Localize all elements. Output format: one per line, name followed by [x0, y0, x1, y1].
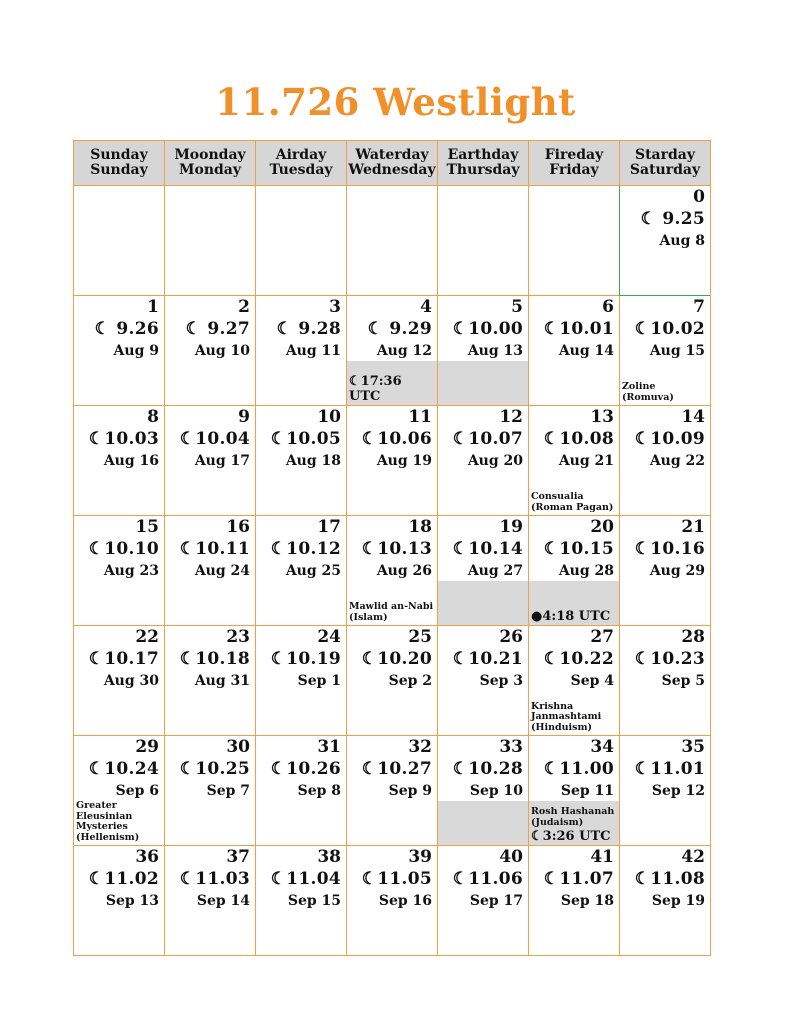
day-number: 24: [317, 627, 341, 647]
day-cell: [74, 516, 165, 626]
moon-date: ☾ 9.25: [640, 209, 705, 229]
empty-day-cell: [529, 186, 620, 296]
gregorian-date: Sep 18: [560, 893, 614, 909]
weekday-alt-name: Thursday: [446, 162, 520, 178]
moon-date: ☾10.26: [270, 759, 341, 779]
day-number: 2: [238, 297, 250, 317]
moon-date: ☾10.03: [88, 429, 159, 449]
day-number: 30: [226, 737, 250, 757]
moon-phase-highlight: [438, 361, 528, 405]
gregorian-date: Aug 27: [467, 563, 523, 579]
day-number: 12: [499, 407, 523, 427]
moon-date: ☾ 9.29: [367, 319, 432, 339]
moon-date: ☾10.24: [88, 759, 159, 779]
day-cell: [347, 296, 438, 406]
weekday-alt-name: Wednesday: [348, 162, 436, 178]
gregorian-date: Aug 8: [659, 233, 705, 249]
week-row: [74, 406, 711, 516]
day-number: 36: [135, 847, 159, 867]
moon-date: ☾ 9.28: [276, 319, 341, 339]
day-number: 5: [511, 297, 523, 317]
day-cell: [74, 296, 165, 406]
day-number: 8: [147, 407, 159, 427]
gregorian-date: Aug 15: [649, 343, 705, 359]
day-cell: [529, 406, 620, 516]
day-cell: [529, 846, 620, 956]
moon-date: ☾11.06: [452, 869, 523, 889]
gregorian-date: Aug 16: [103, 453, 159, 469]
moon-date: ☾10.15: [543, 539, 614, 559]
day-number: 27: [590, 627, 614, 647]
moon-date: ☾10.02: [634, 319, 705, 339]
holiday-label: Zoline (Romuva): [622, 381, 674, 403]
gregorian-date: Aug 19: [376, 453, 432, 469]
holiday-label: Krishna Janmashtami (Hinduism): [531, 700, 602, 733]
empty-day-cell: [165, 186, 256, 296]
day-number: 39: [408, 847, 432, 867]
weekday-alt-name: Sunday: [90, 162, 148, 178]
gregorian-date: Aug 26: [376, 563, 432, 579]
weekday-header: [620, 141, 711, 186]
weekday-name: Earthday: [447, 147, 519, 163]
day-cell: [347, 516, 438, 626]
day-cell: [529, 736, 620, 846]
weekday-name: Airday: [275, 147, 327, 163]
day-number: 16: [226, 517, 250, 537]
weekday-header: [165, 141, 256, 186]
moon-date: ☾10.22: [543, 649, 614, 669]
moon-date: ☾10.18: [179, 649, 250, 669]
day-cell: [165, 736, 256, 846]
day-cell: [438, 626, 529, 736]
day-number: 10: [317, 407, 341, 427]
day-cell: [347, 736, 438, 846]
weekday-name: Fireday: [544, 147, 604, 163]
day-cell: [529, 296, 620, 406]
calendar-grid: [73, 140, 711, 956]
holiday-label: Consualia (Roman Pagan): [531, 491, 614, 513]
moon-phase-highlight: [438, 581, 528, 625]
moon-date: ☾11.04: [270, 869, 341, 889]
gregorian-date: Sep 8: [297, 783, 341, 799]
day-number: 15: [135, 517, 159, 537]
day-cell: [347, 626, 438, 736]
weekday-name: Starday: [634, 147, 696, 163]
moon-date: ☾10.04: [179, 429, 250, 449]
moon-date: ☾10.09: [634, 429, 705, 449]
day-cell: [529, 516, 620, 626]
day-number: 34: [590, 737, 614, 757]
week-row: [74, 626, 711, 736]
day-cell: [165, 626, 256, 736]
gregorian-date: Sep 7: [206, 783, 250, 799]
gregorian-date: Aug 29: [649, 563, 705, 579]
day-number: 20: [590, 517, 614, 537]
weekday-header: [74, 141, 165, 186]
weekday-alt-name: Friday: [549, 162, 599, 178]
moon-date: ☾10.08: [543, 429, 614, 449]
moon-date: ☾10.25: [179, 759, 250, 779]
day-cell: [165, 846, 256, 956]
moon-date: ☾10.20: [361, 649, 432, 669]
day-number: 0: [693, 187, 705, 207]
week-row: [74, 516, 711, 626]
day-number: 11: [408, 407, 432, 427]
empty-day-cell: [347, 186, 438, 296]
day-number: 19: [499, 517, 523, 537]
weekday-header: [529, 141, 620, 186]
day-number: 41: [590, 847, 614, 867]
moon-date: ☾11.00: [543, 759, 614, 779]
day-number: 18: [408, 517, 432, 537]
moon-phase-time: ☾3:26 UTC: [531, 829, 611, 844]
day-number: 28: [681, 627, 705, 647]
moon-phase-time: ☾17:36 UTC: [349, 374, 402, 404]
moon-date: ☾10.16: [634, 539, 705, 559]
day-number: 4: [420, 297, 432, 317]
moon-date: ☾10.00: [452, 319, 523, 339]
gregorian-date: Sep 2: [388, 673, 432, 689]
weekday-name: Moonday: [174, 147, 246, 163]
day-number: 3: [329, 297, 341, 317]
weekday-alt-name: Monday: [178, 162, 241, 178]
moon-date: ☾11.02: [88, 869, 159, 889]
holiday-label: Rosh Hashanah (Judaism): [531, 806, 615, 828]
day-cell: [74, 846, 165, 956]
day-number: 13: [590, 407, 614, 427]
day-number: 32: [408, 737, 432, 757]
moon-date: ☾10.10: [88, 539, 159, 559]
day-number: 40: [499, 847, 523, 867]
holiday-label: Greater Eleusinian Mysteries (Hellenism): [76, 800, 140, 843]
day-number: 17: [317, 517, 341, 537]
moon-date: ☾10.06: [361, 429, 432, 449]
day-cell: [256, 736, 347, 846]
gregorian-date: Sep 3: [479, 673, 523, 689]
moon-date: ☾10.13: [361, 539, 432, 559]
gregorian-date: Aug 13: [467, 343, 523, 359]
cell-border-accent: [619, 186, 620, 295]
day-cell: [256, 846, 347, 956]
weekday-alt-name: Saturday: [629, 162, 701, 178]
day-number: 9: [238, 407, 250, 427]
gregorian-date: Sep 19: [651, 893, 705, 909]
moon-phase-highlight: [438, 801, 528, 845]
moon-date: ☾10.28: [452, 759, 523, 779]
week-row: [74, 296, 711, 406]
gregorian-date: Aug 18: [285, 453, 341, 469]
weekday-header: [256, 141, 347, 186]
gregorian-date: Sep 14: [196, 893, 250, 909]
day-number: 33: [499, 737, 523, 757]
day-cell: [620, 186, 711, 296]
weekday-header: [347, 141, 438, 186]
gregorian-date: Sep 1: [297, 673, 341, 689]
day-cell: [256, 626, 347, 736]
gregorian-date: Aug 25: [285, 563, 341, 579]
weekday-name: Sunday: [90, 147, 148, 163]
day-cell: [438, 296, 529, 406]
moon-date: ☾10.21: [452, 649, 523, 669]
day-cell: [256, 406, 347, 516]
gregorian-date: Sep 11: [560, 783, 614, 799]
gregorian-date: Sep 17: [469, 893, 523, 909]
gregorian-date: Sep 12: [651, 783, 705, 799]
moon-date: ☾11.01: [634, 759, 705, 779]
page-title: 11.726 Westlight: [215, 80, 576, 124]
day-cell: [347, 406, 438, 516]
holiday-label: Mawlid an-Nabi (Islam): [349, 601, 434, 623]
day-cell: [165, 296, 256, 406]
day-cell: [620, 406, 711, 516]
weekday-header: [438, 141, 529, 186]
day-cell: [165, 516, 256, 626]
day-number: 22: [135, 627, 159, 647]
day-cell: [74, 736, 165, 846]
day-number: 21: [681, 517, 705, 537]
gregorian-date: Sep 15: [287, 893, 341, 909]
gregorian-date: Sep 5: [661, 673, 705, 689]
moon-date: ☾10.17: [88, 649, 159, 669]
day-cell: [165, 406, 256, 516]
gregorian-date: Sep 6: [115, 783, 159, 799]
gregorian-date: Aug 21: [558, 453, 614, 469]
day-number: 37: [226, 847, 250, 867]
gregorian-date: Aug 31: [194, 673, 250, 689]
gregorian-date: Aug 17: [194, 453, 250, 469]
day-cell: [438, 846, 529, 956]
moon-date: ☾11.05: [361, 869, 432, 889]
moon-date: ☾ 9.26: [94, 319, 159, 339]
week-row: [74, 736, 711, 846]
gregorian-date: Aug 12: [376, 343, 432, 359]
gregorian-date: Aug 22: [649, 453, 705, 469]
moon-date: ☾11.03: [179, 869, 250, 889]
gregorian-date: Sep 13: [105, 893, 159, 909]
day-cell: [620, 846, 711, 956]
day-cell: [74, 626, 165, 736]
day-cell: [347, 846, 438, 956]
day-cell: [620, 626, 711, 736]
day-number: 25: [408, 627, 432, 647]
weekday-header-row: [74, 141, 711, 186]
moon-date: ☾10.11: [179, 539, 250, 559]
gregorian-date: Aug 9: [113, 343, 159, 359]
week-row: [74, 186, 711, 296]
gregorian-date: Aug 24: [194, 563, 250, 579]
gregorian-date: Aug 23: [103, 563, 159, 579]
day-number: 26: [499, 627, 523, 647]
day-cell: [74, 406, 165, 516]
moon-date: ☾ 9.27: [185, 319, 250, 339]
day-cell: [529, 626, 620, 736]
week-row: [74, 846, 711, 956]
day-cell: [438, 406, 529, 516]
moon-date: ☾10.07: [452, 429, 523, 449]
day-cell: [438, 516, 529, 626]
day-number: 1: [147, 297, 159, 317]
day-number: 7: [693, 297, 705, 317]
moon-date: ☾10.14: [452, 539, 523, 559]
day-cell: [620, 516, 711, 626]
moon-date: ☾11.08: [634, 869, 705, 889]
weekday-name: Waterday: [355, 147, 429, 163]
day-number: 38: [317, 847, 341, 867]
gregorian-date: Aug 28: [558, 563, 614, 579]
empty-day-cell: [74, 186, 165, 296]
moon-date: ☾10.01: [543, 319, 614, 339]
gregorian-date: Sep 16: [378, 893, 432, 909]
day-cell: [256, 296, 347, 406]
day-cell: [256, 516, 347, 626]
moon-date: ☾10.05: [270, 429, 341, 449]
moon-date: ☾10.12: [270, 539, 341, 559]
weekday-alt-name: Tuesday: [269, 162, 333, 178]
moon-date: ☾10.27: [361, 759, 432, 779]
moon-phase-time: ●4:18 UTC: [531, 609, 611, 624]
gregorian-date: Aug 14: [558, 343, 614, 359]
gregorian-date: Aug 10: [194, 343, 250, 359]
gregorian-date: Sep 10: [469, 783, 523, 799]
empty-day-cell: [438, 186, 529, 296]
empty-day-cell: [256, 186, 347, 296]
moon-date: ☾11.07: [543, 869, 614, 889]
gregorian-date: Sep 9: [388, 783, 432, 799]
day-cell: [438, 736, 529, 846]
day-cell: [620, 296, 711, 406]
gregorian-date: Aug 11: [285, 343, 341, 359]
day-number: 31: [317, 737, 341, 757]
gregorian-date: Aug 30: [103, 673, 159, 689]
day-number: 14: [681, 407, 705, 427]
day-number: 42: [681, 847, 705, 867]
day-number: 6: [602, 297, 614, 317]
day-cell: [620, 736, 711, 846]
gregorian-date: Sep 4: [570, 673, 614, 689]
moon-date: ☾10.19: [270, 649, 341, 669]
gregorian-date: Aug 20: [467, 453, 523, 469]
day-number: 35: [681, 737, 705, 757]
moon-date: ☾10.23: [634, 649, 705, 669]
day-number: 29: [135, 737, 159, 757]
day-number: 23: [226, 627, 250, 647]
